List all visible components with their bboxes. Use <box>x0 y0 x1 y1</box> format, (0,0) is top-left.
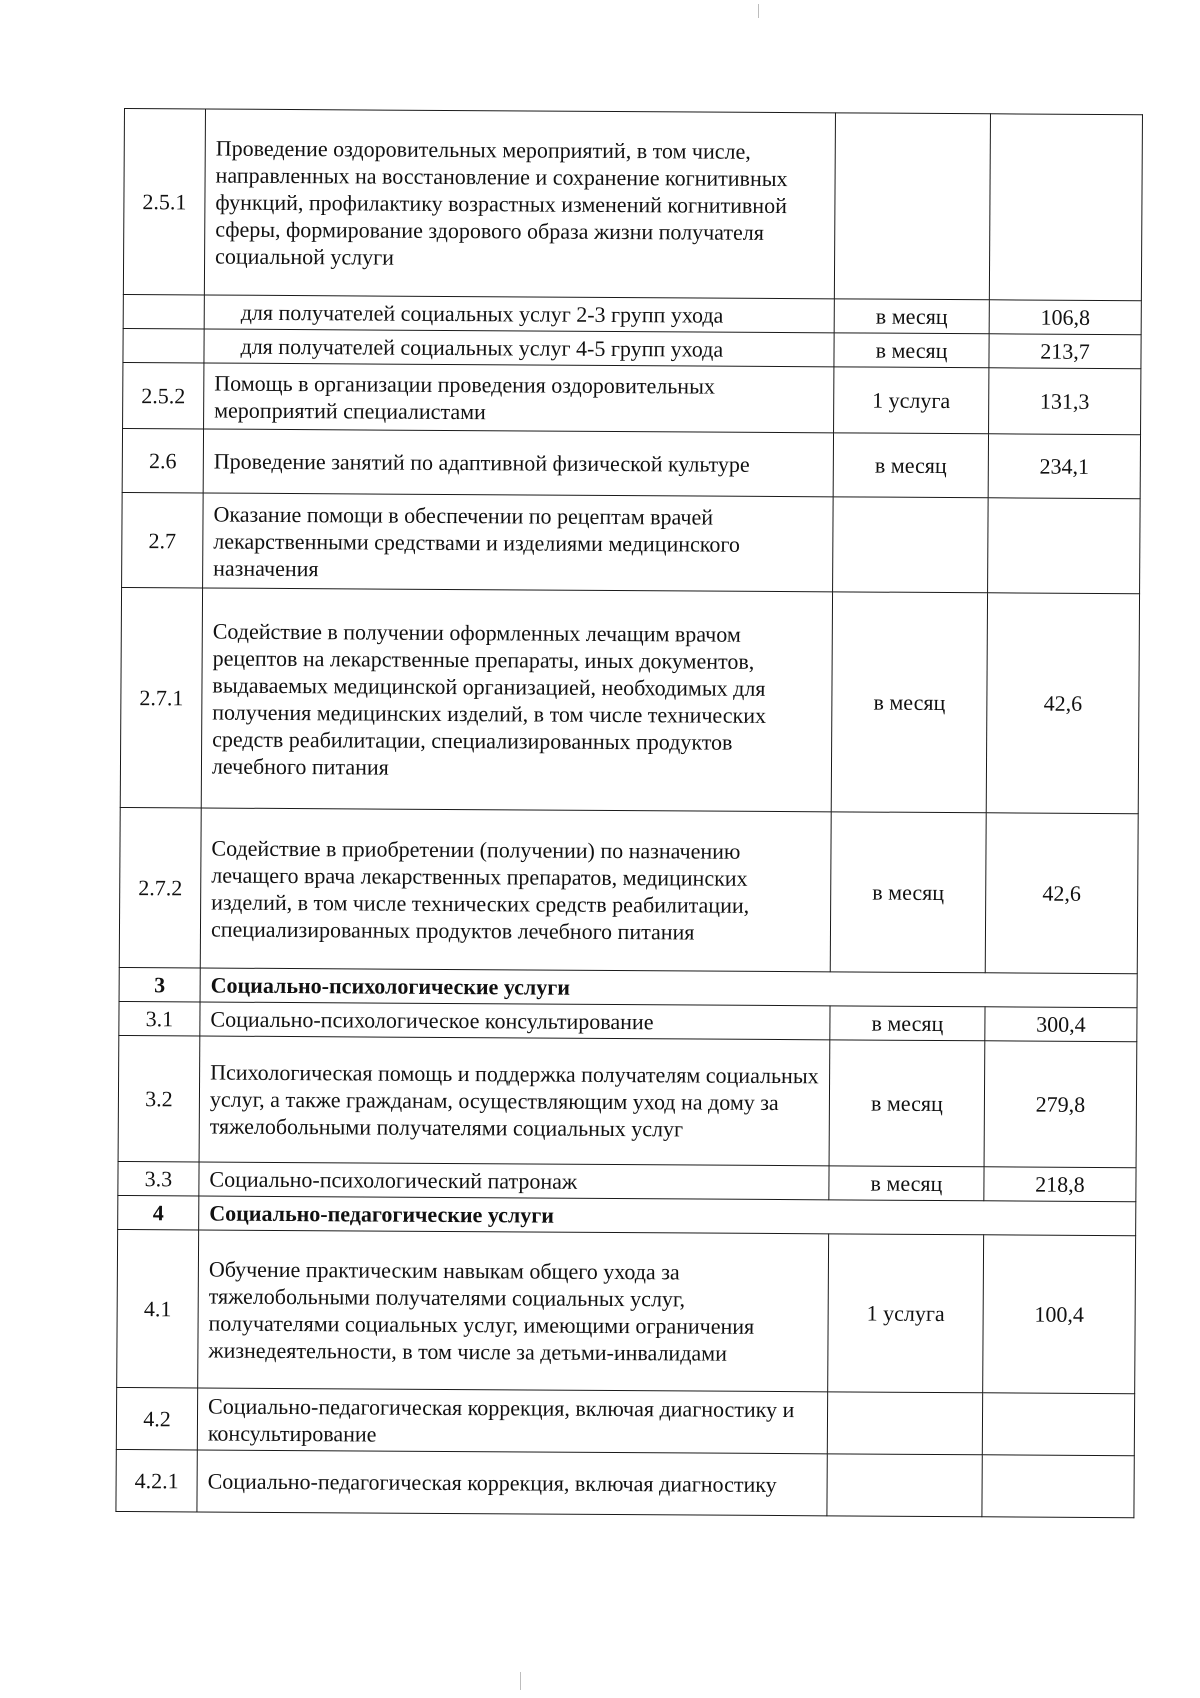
service-price: 100,4 <box>983 1235 1136 1394</box>
service-unit: 1 услуга <box>828 1234 984 1393</box>
service-name: Психологическая помощь и поддержка получателям социальных услуг, а также гражданам, осуществляющим уход на дому за тяжелобольными получателями социальных услуг <box>199 1036 830 1166</box>
service-name: Социально-педагогическая коррекция, включая диагностику <box>197 1450 827 1516</box>
service-price <box>982 1393 1134 1456</box>
table-row <box>123 109 1142 301</box>
services-price-table <box>115 108 1143 1518</box>
table-row <box>123 362 1141 434</box>
section-number: 4 <box>118 1195 199 1229</box>
service-unit: в месяц <box>833 433 988 498</box>
row-number: 2.7.2 <box>119 807 201 967</box>
service-price: 300,4 <box>985 1007 1137 1042</box>
service-name: Обучение практическим навыкам общего ухода за тяжелобольными получателями социальных услуг, получателями социальных услуг, имеющими ограничения жизнедеятельности, в том числе за детьми-инвалидами <box>198 1230 829 1392</box>
table-row <box>116 1449 1134 1517</box>
service-name: Оказание помощи в обеспечении по рецептам врачей лекарственными средствами и изделиями медицинского назначения <box>203 493 834 592</box>
table-row <box>120 587 1139 813</box>
service-unit <box>827 1454 982 1517</box>
service-name: Помощь в организации проведения оздоровительных мероприятий специалистами <box>204 363 834 433</box>
service-unit <box>827 1392 982 1455</box>
row-number: 4.2 <box>116 1387 197 1449</box>
service-unit: в месяц <box>830 1006 985 1041</box>
table-row <box>122 492 1141 593</box>
row-number: 2.5.2 <box>123 362 204 428</box>
service-price: 218,8 <box>984 1167 1136 1202</box>
service-name: Содействие в получении оформленных лечащим врачом рецептов на лекарственные препараты, иных документов, выдаваемых медицинской организацией, необходимых для получения медицинских изделий, в том числе технических средств реабилитации, специализированных продуктов лечебного питания <box>201 588 832 812</box>
table-row <box>118 1035 1137 1167</box>
service-unit: в месяц <box>830 812 986 973</box>
scan-mark-bottom <box>520 1672 521 1690</box>
row-number: 2.6 <box>122 428 203 492</box>
section-number: 3 <box>119 967 200 1001</box>
service-price: 213,7 <box>989 334 1141 369</box>
table-row <box>117 1229 1136 1393</box>
row-number: 2.7 <box>122 492 204 587</box>
row-number: 3.3 <box>118 1161 199 1195</box>
service-price: 279,8 <box>984 1041 1137 1168</box>
service-name: Социально-психологический патронаж <box>199 1162 829 1200</box>
table-row <box>122 428 1140 498</box>
service-price <box>989 114 1142 301</box>
row-number: 2.7.1 <box>120 587 202 807</box>
service-price <box>988 498 1141 594</box>
service-unit: 1 услуга <box>834 367 989 434</box>
service-price: 131,3 <box>989 368 1141 435</box>
service-name: Проведение занятий по адаптивной физической культуре <box>203 429 833 497</box>
service-price <box>982 1455 1134 1518</box>
service-name: для получателей социальных услуг 2-3 групп ухода <box>204 295 834 333</box>
service-unit <box>834 113 990 300</box>
row-number: 3.2 <box>118 1035 200 1161</box>
section-title: Социально-педагогические услуги <box>199 1196 1136 1236</box>
section-title: Социально-психологические услуги <box>200 968 1137 1008</box>
table-row <box>119 807 1138 973</box>
scan-mark-top <box>758 4 759 18</box>
service-unit: в месяц <box>834 333 989 368</box>
row-number <box>123 328 204 362</box>
service-name: Социально-психологическое консультирование <box>200 1002 830 1040</box>
table-row <box>116 1387 1134 1455</box>
service-unit: в месяц <box>829 1166 984 1201</box>
row-number <box>123 294 204 328</box>
service-price: 106,8 <box>989 300 1141 335</box>
service-price: 234,1 <box>988 434 1140 499</box>
row-number: 4.2.1 <box>116 1449 197 1511</box>
service-name: Содействие в приобретении (получении) по назначению лечащего врача лекарственных препаратов, медицинских изделий, в том числе технических средств реабилитации, специализированных продуктов лечебного питания <box>200 808 831 972</box>
service-unit: в месяц <box>829 1040 985 1167</box>
service-name: Социально-педагогическая коррекция, включая диагностику и консультирование <box>197 1388 827 1454</box>
service-price: 42,6 <box>985 813 1138 974</box>
row-number: 4.1 <box>117 1229 199 1387</box>
service-unit: в месяц <box>834 299 989 334</box>
service-unit <box>833 497 989 593</box>
row-number: 2.5.1 <box>123 109 205 295</box>
service-name: Проведение оздоровительных мероприятий, в том числе, направленных на восстановление и сохранение когнитивных функций, профилактику возрастных изменений когнитивной сферы, формирование здорового образа жизни получателя социальной услуги <box>204 109 835 299</box>
service-name: для получателей социальных услуг 4-5 групп ухода <box>204 329 834 367</box>
service-price: 42,6 <box>986 593 1139 814</box>
row-number: 3.1 <box>119 1001 200 1035</box>
service-unit: в месяц <box>831 592 987 813</box>
